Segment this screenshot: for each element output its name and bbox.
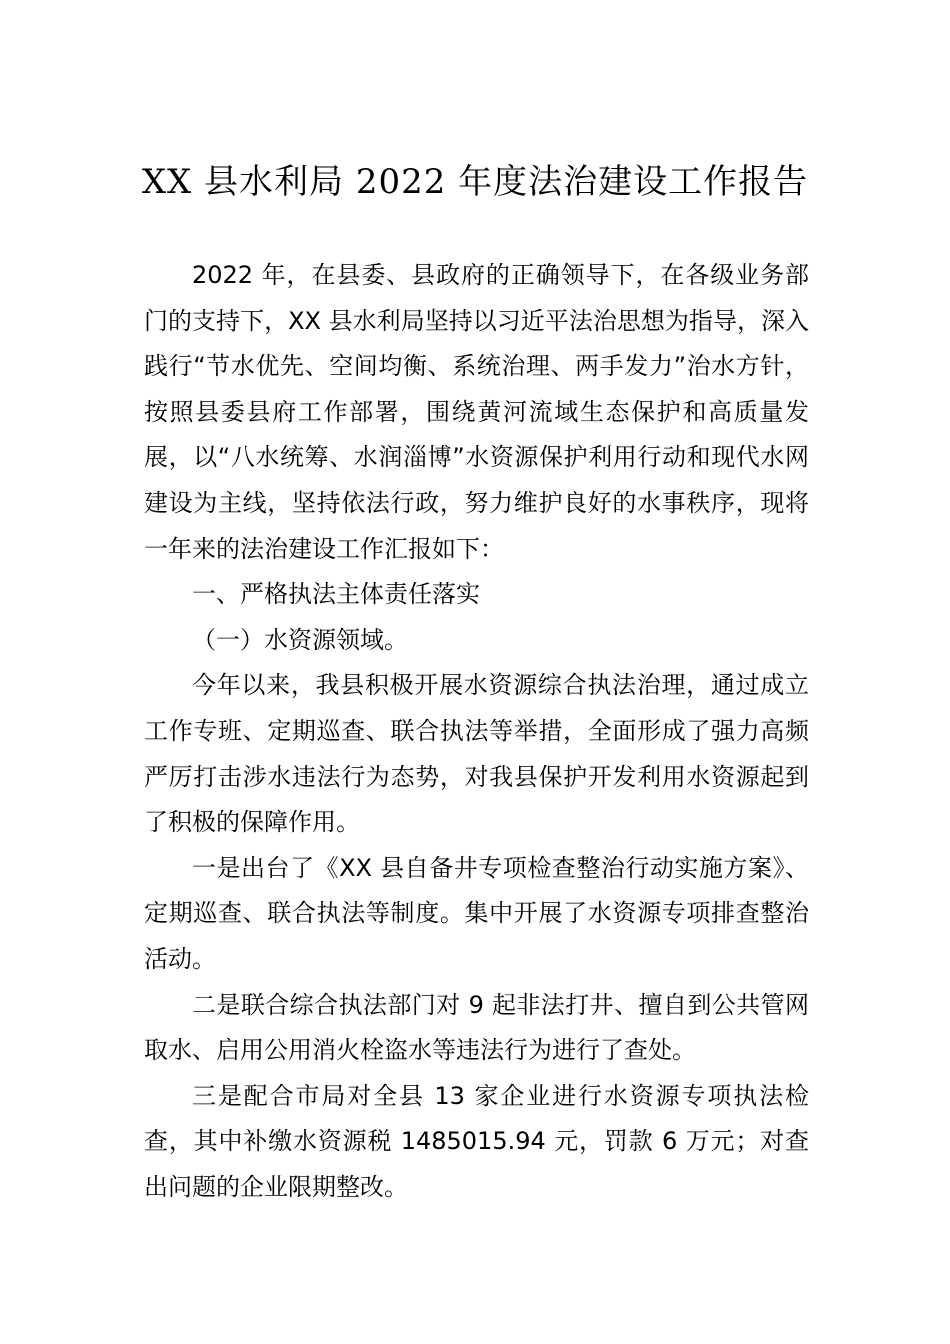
paragraph-point-3: 三是配合市局对全县 13 家企业进行水资源专项执法检查，其中补缴水资源税 1485015.94 元，罚款 6 万元；对查出问题的企业限期整改。 (144, 1081, 809, 1201)
paragraph-point-1: 一是出台了《XX 县自备井专项检查整治行动实施方案》、定期巡查、联合执法等制度。集中开展了水资源专项排查整治活动。 (144, 853, 809, 973)
subsection-heading-1: （一）水资源领域。 (192, 625, 408, 654)
document-title: XX 县水利局 2022 年度法治建设工作报告 (141, 162, 809, 202)
paragraph-intro: 2022 年，在县委、县政府的正确领导下，在各级业务部门的支持下，XX 县水利局坚持以习近平法治思想为指导，深入践行“节水优先、空间均衡、系统治理、两手发力”治水方针，按照县委县府工作部署，围绕黄河流域生态保护和高质量发展，以“八水统筹、水润淄博”水资源保护利用行动和现代水网建设为主线，坚持依法行政，努力维护良好的水事秩序，现将一年来的法治建设工作汇报如下： (144, 261, 809, 563)
paragraph-point-2: 二是联合综合执法部门对 9 起非法打井、擅自到公共管网取水、启用公用消火栓盗水等违法行为进行了查处。 (144, 990, 809, 1065)
paragraph-water-resources: 今年以来，我县积极开展水资源综合执法治理，通过成立工作专班、定期巡查、联合执法等举措，全面形成了强力高频严厉打击涉水违法行为态势，对我县保护开发利用水资源起到了积极的保障作用。 (144, 671, 809, 837)
document-body (144, 253, 809, 1210)
section-heading-1: 一、严格执法主体责任落实 (192, 580, 480, 609)
